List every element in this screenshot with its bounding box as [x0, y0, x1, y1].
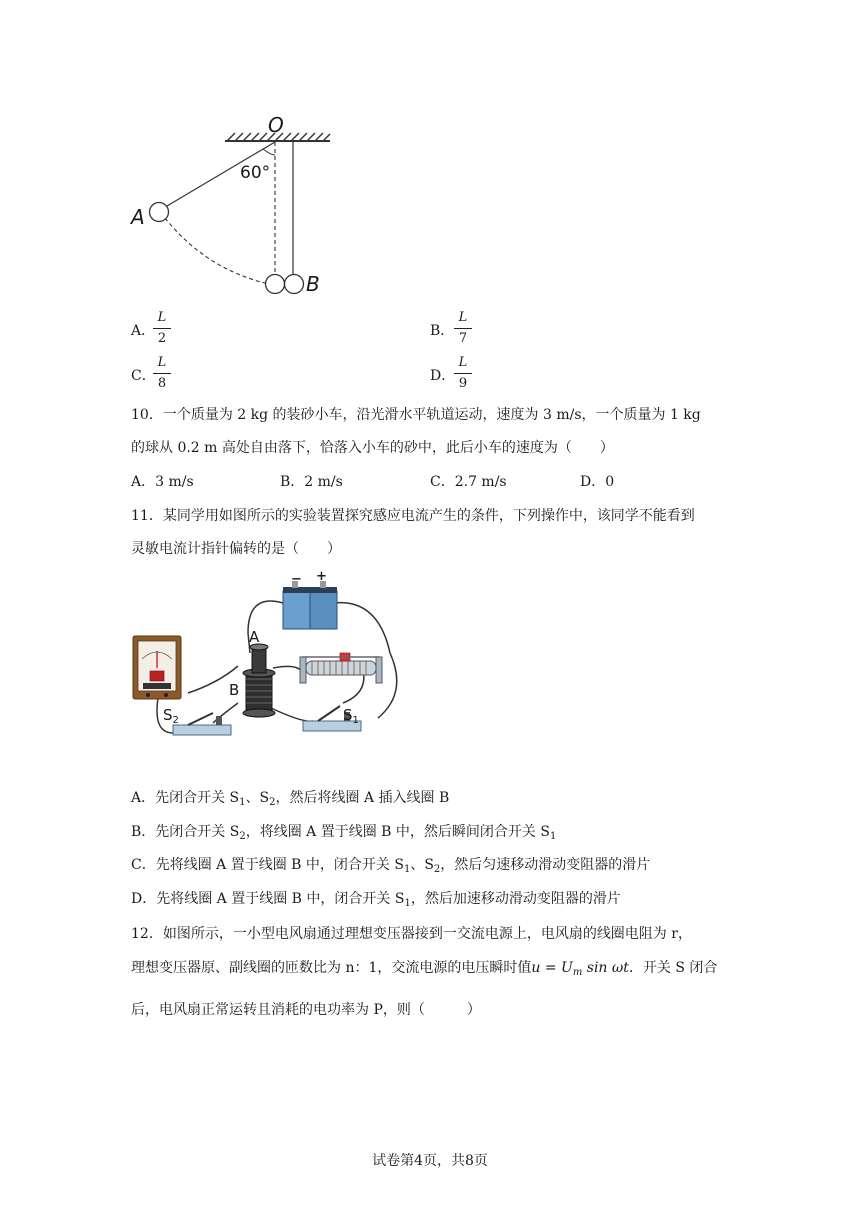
fraction-denominator: 9 [458, 376, 468, 391]
q12-line-2 [131, 958, 717, 978]
fraction-denominator: 7 [458, 331, 468, 346]
subscript: 1 [239, 797, 246, 808]
ball-a [150, 203, 169, 222]
q10-line-2: 的球从 0.2 m 高处自由落下，恰落入小车的砂中，此后小车的速度为（ ） [131, 440, 614, 456]
q11-line-2: 灵敏电流计指针偏转的是（ ） [131, 541, 341, 557]
subscript: 2 [269, 797, 276, 808]
q10-option-c: C．2.7 m/s [430, 474, 507, 490]
circuit-label-s1-main: S [343, 706, 353, 724]
circuit-label-s1 [343, 706, 359, 724]
fraction-denominator: 8 [157, 376, 167, 391]
label-o: O [268, 113, 284, 137]
fraction-numerator: L [157, 310, 167, 325]
page-footer: 试卷第4页，共8页 [372, 1153, 488, 1169]
circuit-label-plus: + [316, 569, 327, 584]
text: A．先闭合开关 S [131, 790, 240, 806]
text: 、S [245, 790, 270, 806]
switch-s2-icon [173, 713, 231, 735]
rheostat-icon [300, 653, 382, 683]
text: ，将线圈 A 置于线圈 B 中，然后瞬间闭合开关 S [245, 824, 550, 840]
coil-a-icon [250, 644, 268, 673]
label-angle: 60° [240, 163, 271, 183]
formula [531, 960, 629, 976]
q10-option-a: A．3 m/s [131, 474, 194, 490]
fraction-numerator: L [157, 355, 167, 370]
galvanometer-icon [133, 636, 181, 699]
circuit-label-s2 [163, 706, 179, 724]
q11-option-a [131, 788, 449, 808]
coil-b-icon [243, 669, 275, 717]
q9-option-d-letter: D． [430, 368, 456, 384]
text: ．开关 S 闭合 [628, 960, 718, 976]
fraction-denominator: 2 [157, 331, 167, 346]
subscript: 2 [433, 864, 441, 875]
q12-line-1: 12．如图所示，一小型电风扇通过理想变压器接到一交流电源上，电风扇的线圈电阻为 r， [131, 926, 692, 942]
text: 、S [410, 857, 434, 873]
formula-sub: m [572, 967, 583, 978]
ball-b-left [266, 275, 285, 294]
q12-line-3: 后，电风扇正常运转且消耗的电功率为 P，则（ ） [131, 1002, 481, 1018]
q9-option-d-fraction [454, 355, 472, 392]
subscript: 1 [549, 831, 557, 842]
q11-option-c [131, 855, 650, 875]
fraction-numerator: L [458, 355, 468, 370]
ball-b-right [285, 275, 304, 294]
text: ，然后加速移动滑动变阻器的滑片 [410, 891, 621, 907]
text: C．先将线圈 A 置于线圈 B 中，闭合开关 S [131, 857, 404, 873]
circuit-label-minus: − [291, 572, 302, 587]
q9-option-c-fraction [153, 355, 171, 392]
q9-option-b-letter: B． [430, 323, 455, 339]
q9-option-a-letter: A． [131, 323, 156, 339]
formula-tail: sin ωt [582, 960, 629, 976]
circuit-label-a: A [249, 628, 260, 646]
subscript: 2 [239, 831, 246, 842]
text: ，然后匀速移动滑动变阻器的滑片 [440, 857, 651, 873]
battery-icon [283, 581, 337, 629]
q9-option-c-letter: C． [131, 368, 156, 384]
q9-option-a-fraction [153, 310, 171, 347]
circuit-label-s2-sub: 2 [172, 715, 179, 726]
label-a: A [131, 205, 145, 229]
circuit-label-s1-sub: 1 [352, 715, 359, 726]
formula-main: u = U [531, 960, 573, 976]
q10-line-1: 10．一个质量为 2 kg 的装砂小车，沿光滑水平轨道运动，速度为 3 m/s，一个质量为 1 kg [131, 407, 701, 423]
text: B．先闭合开关 S [131, 824, 240, 840]
text: ，然后将线圈 A 插入线圈 B [275, 790, 450, 806]
text: D．先将线圈 A 置于线圈 B 中，闭合开关 S [131, 891, 405, 907]
fraction-numerator: L [458, 310, 468, 325]
circuit-label-b: B [229, 681, 240, 699]
q9-option-b-fraction [454, 310, 472, 347]
circuit-label-s2-main: S [163, 706, 173, 724]
q10-option-b: B．2 m/s [280, 474, 343, 490]
subscript: 1 [404, 898, 411, 909]
text: 理想变压器原、副线圈的匝数比为 n：1，交流电源的电压瞬时值 [131, 960, 532, 976]
q11-option-d [131, 889, 621, 909]
label-b: B [306, 272, 320, 296]
subscript: 1 [403, 864, 411, 875]
q11-line-1: 11．某同学用如图所示的实验装置探究感应电流产生的条件，下列操作中，该同学不能看到 [131, 508, 695, 524]
q10-option-d: D．0 [580, 474, 615, 490]
q11-option-b [131, 822, 556, 842]
